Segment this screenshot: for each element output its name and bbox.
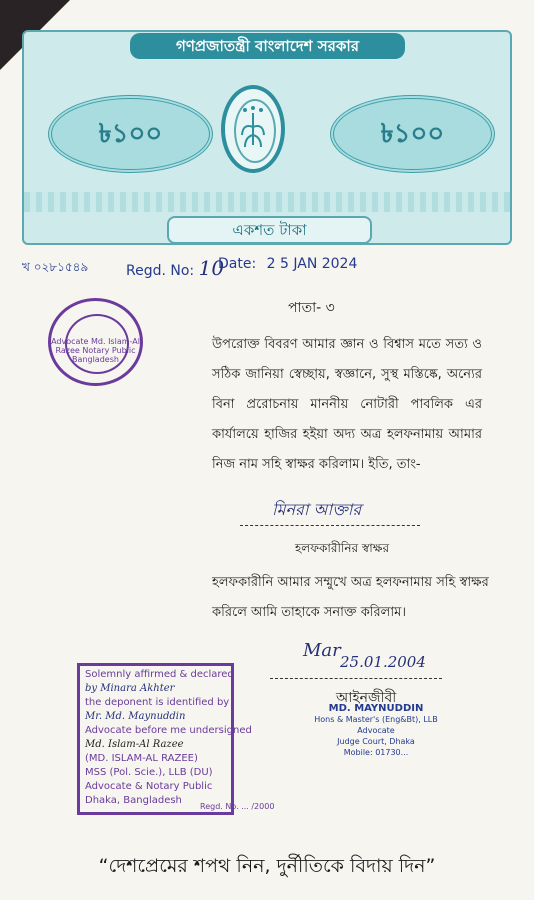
deponent-signature: মিনরা আক্তার [272,500,362,519]
identification-paragraph: হলফকারীনি আমার সম্মুখে অত্র হলফনামায় সহি স্বাক্ষর করিলে আমি তাহাকে সনাক্ত করিলাম। [212,575,489,620]
stamp-title: গণপ্রজাতন্ত্রী বাংলাদেশ সরকার [130,33,405,59]
declaration-paragraph: উপরোক্ত বিবরণ আমার জ্ঞান ও বিশ্বাস মতে সত্য ও সঠিক জানিয়া স্বেচ্ছায়, স্বজ্ঞানে, সুস্থ মস্তিষ্কে, অন্যের বিনা প্ররোচনায় মাননীয় নোটারী পাবলিক এর কার্যালয়ে হাজির হইয়া অদ্য অত্র হলফনামায় আমার নিজ নাম সহি স্বাক্ষর করিলাম। ইতি, তাং- [212,337,482,472]
regd-value: 10 [198,256,225,280]
seal-text: Advocate Md. Islam-Al Razee Notary Public Bangladesh [51,337,140,364]
advocate-stamp-line3: Judge Court, Dhaka [337,737,415,746]
advocate-caption: আইনজীবী [336,690,397,706]
notary-line9: Advocate & Notary Public [85,781,213,792]
notary-line3: the deponent is identified by [85,697,230,708]
advocate-signature: Mar [303,640,341,661]
date-label: Date: [218,256,257,272]
stamp-value-left: ৳১০০ [48,95,213,173]
deponent-caption: হলফকারীনির স্বাক্ষর [295,541,390,555]
advocate-stamp-line1: Hons & Master's (Eng&Bt), LLB [314,715,438,724]
notary-line2: by Minara Akhter [85,683,175,694]
date-value: 2 5 JAN 2024 [266,256,358,272]
advocate-stamp-line4: Mobile: 01730... [343,748,409,757]
notary-line6: Md. Islam-Al Razee [85,739,184,750]
notary-line11: Regd. No. ... /2000 [200,802,275,811]
notary-line4: Mr. Md. Maynuddin [85,711,186,722]
anti-corruption-slogan: “দেশপ্রেমের শপথ নিন, দুর্নীতিকে বিদায় দিন” [98,855,436,877]
notary-line7: (MD. ISLAM-AL RAZEE) [85,753,198,764]
stamp-value-right: ৳১০০ [330,95,495,173]
national-emblem-icon [221,85,285,173]
notary-round-seal [48,298,143,386]
stamp-value-words: একশত টাকা [167,216,372,244]
regd-label: Regd. No: [126,263,195,279]
advocate-stamp [300,703,452,758]
regd-no [126,256,224,280]
page-number: পাতা- ৩ [288,300,335,316]
stamp-pattern [24,192,510,212]
advocate-stamp-line2: Advocate [357,726,395,735]
notary-line1: Solemnly affirmed & declared [85,669,234,680]
notary-line10: Dhaka, Bangladesh [85,795,182,806]
signature-line [240,525,420,526]
advocate-sign-date: 25.01.2004 [340,653,426,671]
notary-line5: Advocate before me undersigned [85,725,252,736]
stamp-serial: খ ০২৮১৫৪৯ [22,260,89,274]
stamp-date [218,256,357,272]
notary-line8: MSS (Pol. Scie.), LLB (DU) [85,767,213,778]
advocate-signature-line [270,678,442,679]
advocate-stamp-name: MD. MAYNUDDIN [328,703,424,714]
